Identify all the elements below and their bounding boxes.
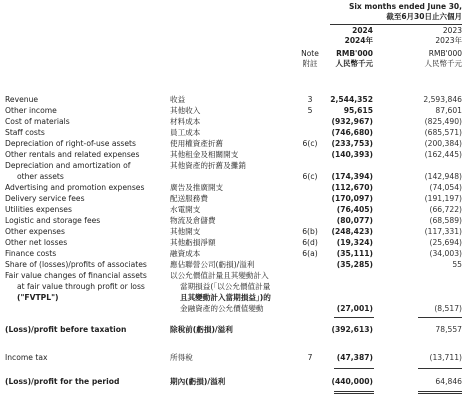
header-rule [330, 24, 462, 25]
year-2023: 2023年 [435, 36, 462, 45]
line-item-label-en: Other rentals and related expenses [5, 150, 140, 159]
double-rule-2023-b [418, 393, 462, 394]
unit-2024-zh: 人民幣千元 [335, 59, 373, 68]
subtotal-rule-2024 [334, 317, 374, 318]
value-2023: (142,948) [424, 172, 462, 181]
line-item-label-en: Depreciation of right-of-use assets [5, 139, 136, 148]
period-heading-zh: 截至6月30日止六個月 [386, 12, 462, 21]
line-item-label-en: Other net losses [5, 238, 68, 247]
value-2023: (25,694) [429, 238, 462, 247]
line-item-label-en: Logistic and storage fees [5, 216, 101, 225]
line-item-label-en: Cost of materials [5, 117, 70, 126]
before-tax-label-en: (Loss)/profit before taxation [5, 325, 127, 334]
line-item-label-en: Utilities expenses [5, 205, 72, 214]
line-item-label-zh: 收益 [170, 95, 186, 104]
value-2024: (248,423) [331, 227, 373, 236]
period-result-label-zh: 期內(虧損)/溢利 [170, 377, 226, 386]
fvtpl-label-en-2: at fair value through profit or loss [17, 282, 145, 291]
value-2023: (34,003) [429, 249, 462, 258]
value-2023: (66,722) [429, 205, 462, 214]
value-2024: (233,753) [331, 139, 373, 148]
fvtpl-label-zh-4: 金融資產的公允價值變動 [180, 304, 264, 313]
income-tax-label-en: Income tax [5, 353, 48, 362]
double-rule-2024-a [334, 391, 374, 392]
value-2023: (8,517) [434, 304, 462, 313]
line-item-note: 6(d) [302, 238, 318, 247]
value-2024: (19,324) [336, 238, 373, 247]
value-2023: (74,054) [429, 183, 462, 192]
unit-2023-zh: 人民幣千元 [424, 59, 462, 68]
year-2023-top: 2023 [442, 26, 462, 35]
value-2024: (746,680) [331, 128, 373, 137]
line-item-label-zh: 其他開支 [170, 227, 201, 236]
value-2023: 2,593,846 [423, 95, 462, 104]
value-2023: (162,445) [424, 150, 462, 159]
line-item-label-zh: 廣告及推廣開支 [170, 183, 224, 192]
line-item-note: 6(c) [302, 139, 318, 148]
line-item-label-zh: 配送服務費 [170, 194, 208, 203]
value-2024: (112,670) [331, 183, 373, 192]
fvtpl-label-zh-3: 且其變動計入當期損益」)的 [180, 293, 271, 302]
value-2024: 2,544,352 [330, 95, 373, 104]
line-item-label-en: Finance costs [5, 249, 57, 258]
period-heading-en: Six months ended June 30, [348, 2, 462, 11]
value-2024: (76,405) [336, 205, 373, 214]
value-2023: 78,557 [435, 325, 462, 334]
fvtpl-label-zh-1: 以公允價值計量且其變動計入 [170, 271, 269, 280]
line-item-label-zh: 使用權資產折舊 [170, 139, 224, 148]
value-2023: 87,601 [435, 106, 462, 115]
total-rule-2023 [418, 368, 462, 369]
line-item-label-en: Advertising and promotion expenses [5, 183, 145, 192]
year-2024-top: 2024 [352, 26, 373, 35]
value-2023: 55 [452, 260, 462, 269]
line-item-label-en: Other expenses [5, 227, 65, 236]
value-2023: (68,589) [429, 216, 462, 225]
subtotal-rule-2023 [418, 317, 462, 318]
fvtpl-label-en-1: Fair value changes of financial assets [5, 271, 147, 280]
value-2024: (174,394) [331, 172, 373, 181]
note-heading-zh: 附註 [302, 59, 318, 68]
value-2024: (932,967) [331, 117, 373, 126]
before-tax-label-zh: 除稅前(虧損)/溢利 [170, 325, 233, 334]
period-result-label-en: (Loss)/profit for the period [5, 377, 120, 386]
line-item-note: 6(b) [302, 227, 318, 236]
value-2023: 64,846 [435, 377, 462, 386]
value-2024: 95,615 [343, 106, 373, 115]
line-item-label-en-cont: other assets [17, 172, 64, 181]
line-item-label-zh: 其他資產的折舊及攤銷 [170, 161, 246, 170]
line-item-label-zh: 水電開支 [170, 205, 201, 214]
value-2024: (35,285) [336, 260, 373, 269]
note-heading-en: Note [301, 49, 319, 58]
line-item-label-en: Staff costs [5, 128, 45, 137]
line-item-label-en: Other income [5, 106, 57, 115]
line-item-label-zh: 融資成本 [170, 249, 201, 258]
total-rule-2024 [334, 368, 374, 369]
double-rule-2023-a [418, 391, 462, 392]
line-item-note: 3 [307, 95, 313, 104]
line-item-label-zh: 其他虧損淨額 [170, 238, 216, 247]
fvtpl-label-zh-2: 當期損益(「以公允價值計量 [180, 282, 271, 291]
unit-2024-en: RMB'000 [336, 49, 373, 58]
line-item-label-zh: 應佔聯營公司(虧損)/溢利 [170, 260, 255, 269]
line-item-label-zh: 其他收入 [170, 106, 201, 115]
line-item-note: 6(c) [302, 172, 318, 181]
income-tax-label-zh: 所得稅 [170, 353, 193, 362]
value-2023: (117,331) [424, 227, 462, 236]
income-tax-note: 7 [307, 353, 313, 362]
value-2024: (440,000) [331, 377, 373, 386]
value-2024: (35,111) [336, 249, 373, 258]
line-item-label-zh: 物流及倉儲費 [170, 216, 216, 225]
value-2023: (685,571) [424, 128, 462, 137]
value-2024: (47,387) [336, 353, 373, 362]
double-rule-2024-b [334, 393, 374, 394]
line-item-label-zh: 員工成本 [170, 128, 201, 137]
line-item-label-zh: 材料成本 [170, 117, 201, 126]
line-item-label-zh: 其他租金及相關開支 [170, 150, 239, 159]
line-item-label-en: Share of (losses)/profits of associates [5, 260, 147, 269]
value-2023: (13,711) [429, 353, 462, 362]
line-item-label-en: Delivery service fees [5, 194, 85, 203]
value-2024: (170,097) [331, 194, 373, 203]
year-2024: 2024年 [344, 36, 373, 45]
unit-2023-en: RMB'000 [428, 49, 462, 58]
line-item-note: 5 [307, 106, 313, 115]
line-item-label-en: Revenue [5, 95, 39, 104]
value-2024: (80,077) [336, 216, 373, 225]
line-item-note: 6(a) [302, 249, 318, 258]
line-item-label-en: Depreciation and amortization of [5, 161, 131, 170]
value-2023: (825,490) [424, 117, 462, 126]
value-2023: (191,197) [424, 194, 462, 203]
value-2024: (140,393) [331, 150, 373, 159]
value-2024: (27,001) [336, 304, 373, 313]
value-2024: (392,613) [331, 325, 373, 334]
fvtpl-label-en-3: ("FVTPL") [17, 293, 59, 302]
value-2023: (200,384) [424, 139, 462, 148]
